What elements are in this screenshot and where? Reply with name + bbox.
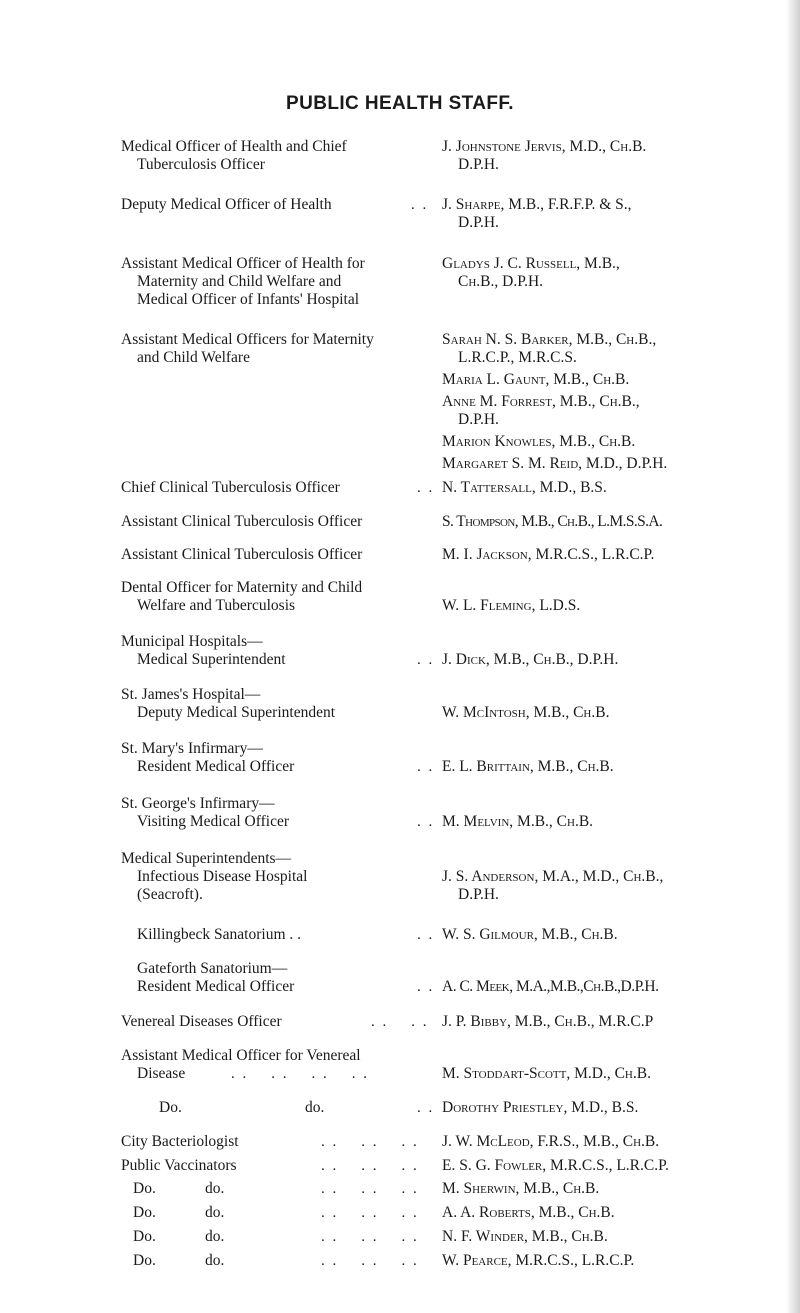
role-label: Dental Officer for Maternity and Child Welfare and Tuberculosis [121, 579, 363, 614]
staff-name: A. A. Roberts, M.B., Ch.B. [442, 1204, 615, 1221]
role-label: Assistant Medical Officer of Health for Maternity and Child Welfare and Medical Officer of Infants' Hospital [121, 255, 365, 308]
role-label: St. Mary's Infirmary— Resident Medical Officer . . [121, 740, 435, 775]
role-label: Gateforth Sanatorium— Resident Medical Officer . . [137, 960, 435, 995]
staff-name: W. McIntosh, M.B., Ch.B. [442, 704, 610, 721]
role-label: Deputy Medical Officer of Health . . [121, 196, 429, 213]
role-label: Assistant Medical Officer for Venereal Disease . . . . . . . . [121, 1047, 369, 1082]
staff-name: A. C. Meek, M.A.,M.B.,Ch.B.,D.P.H. [442, 978, 659, 995]
staff-name: W. S. Gilmour, M.B., Ch.B. [442, 926, 618, 943]
role-label: Assistant Clinical Tuberculosis Officer [121, 546, 363, 563]
role-label: Assistant Clinical Tuberculosis Officer [121, 513, 363, 530]
page-title: PUBLIC HEALTH STAFF. [286, 93, 514, 114]
staff-name: E. S. G. Fowler, M.R.C.S., L.R.C.P. [442, 1157, 669, 1174]
role-label: Medical Superintendents— Infectious Disease Hospital (Seacroft). [121, 850, 308, 903]
role-label: Venereal Diseases Officer . . . . [121, 1013, 429, 1030]
staff-name: J. P. Bibby, M.B., Ch.B., M.R.C.P [442, 1013, 654, 1030]
staff-name: Gladys J. C. Russell, M.B., Ch.B., D.P.H. [442, 255, 620, 290]
staff-name: W. Pearce, M.R.C.S., L.R.C.P. [442, 1252, 635, 1269]
staff-name: N. F. Winder, M.B., Ch.B. [442, 1228, 608, 1245]
staff-name: J. W. McLeod, F.R.S., M.B., Ch.B. [442, 1133, 660, 1150]
staff-name: J. Dick, M.B., Ch.B., D.P.H. [442, 651, 619, 668]
staff-name: Dorothy Priestley, M.D., B.S. [442, 1099, 639, 1116]
staff-name: M. Stoddart-Scott, M.D., Ch.B. [442, 1065, 651, 1082]
staff-name: Sarah N. S. Barker, M.B., Ch.B., L.R.C.P., M.R.C.S. Maria L. Gaunt, M.B., Ch.B. Anne M. Forrest, M.B., Ch.B., D.P.H. Marion Knowles, M.B., Ch.B. Margaret S. M. Reid, M.D., D.P.H. [442, 331, 668, 472]
role-label: Chief Clinical Tuberculosis Officer . . [121, 479, 435, 496]
staff-name: J. Sharpe, M.B., F.R.F.P. & S., D.P.H. [442, 196, 632, 231]
staff-name: N. Tattersall, M.D., B.S. [442, 479, 607, 496]
staff-name: S. Thompson, M.B., Ch.B., L.M.S.S.A. [442, 513, 663, 530]
staff-name: M. Sherwin, M.B., Ch.B. [442, 1180, 600, 1197]
role-label: Public Vaccinators . . . . . . [121, 1157, 419, 1174]
staff-name: W. L. Fleming, L.D.S. [442, 597, 581, 614]
role-label: Municipal Hospitals— Medical Superintendent . . [121, 633, 435, 668]
staff-name: J. Johnstone Jervis, M.D., Ch.B. D.P.H. [442, 138, 647, 173]
staff-name: M. Melvin, M.B., Ch.B. [442, 813, 594, 830]
role-label: City Bacteriologist . . . . . . [121, 1133, 419, 1150]
staff-name: M. I. Jackson, M.R.C.S., L.R.C.P. [442, 546, 655, 563]
role-label: St. George's Infirmary— Visiting Medical Officer . . [121, 795, 435, 830]
role-label: Assistant Medical Officers for Maternity and Child Welfare [121, 331, 374, 366]
page-edge-shadow [786, 0, 800, 1313]
role-label: St. James's Hospital— Deputy Medical Superintendent [121, 686, 336, 721]
staff-name: J. S. Anderson, M.A., M.D., Ch.B., D.P.H. [442, 868, 664, 903]
role-label: Medical Officer of Health and Chief Tuberculosis Officer [121, 138, 347, 173]
staff-name: E. L. Brittain, M.B., Ch.B. [442, 758, 614, 775]
role-label: Killingbeck Sanatorium . . . . [137, 926, 435, 943]
